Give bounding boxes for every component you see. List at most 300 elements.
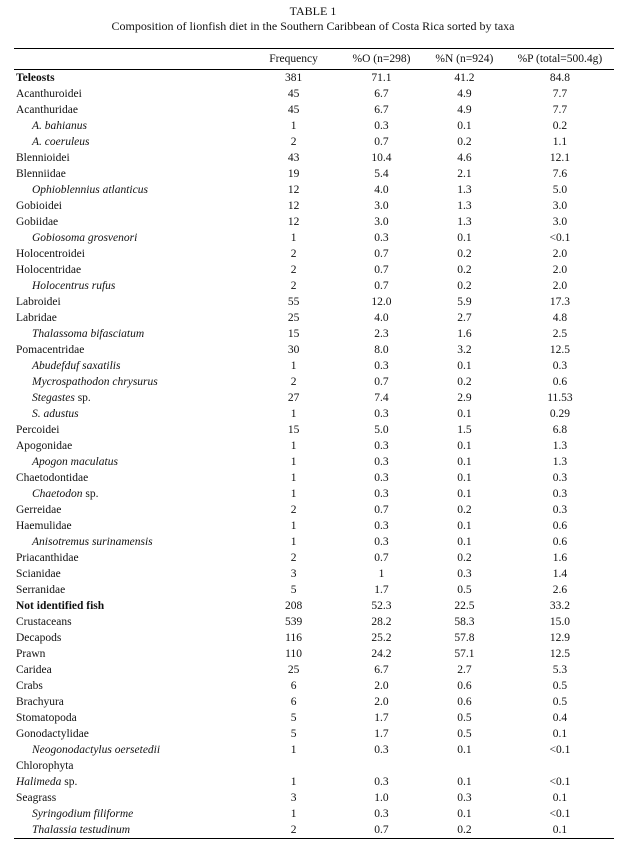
taxon-name — [14, 646, 247, 662]
table-body — [14, 70, 614, 839]
table-row — [14, 166, 614, 182]
percent-number-cell: 5.9 — [457, 296, 472, 308]
table-row — [14, 70, 614, 87]
percent-number-cell: 0.6 — [457, 680, 472, 692]
percent-occurrence-cell: 0.7 — [374, 504, 389, 516]
percent-occurrence-cell: 0.3 — [374, 488, 389, 500]
percent-weight-cell: 1.6 — [552, 552, 568, 564]
percent-weight-cell: 0.3 — [552, 360, 568, 372]
frequency-cell: 55 — [287, 296, 300, 308]
taxon-label: Abudefduf saxatilis — [32, 360, 121, 372]
percent-weight-cell: 0.3 — [552, 504, 568, 516]
percent-weight-cell: 5.0 — [552, 184, 568, 196]
taxon-name — [14, 534, 247, 550]
table-row — [14, 534, 614, 550]
taxon-label: Crabs — [16, 680, 43, 692]
table-row — [14, 678, 614, 694]
table-row — [14, 486, 614, 502]
table-row — [14, 262, 614, 278]
taxon-label: Serranidae — [16, 584, 66, 596]
percent-occurrence-cell: 1.7 — [374, 584, 389, 596]
taxon-name — [14, 150, 247, 166]
percent-occurrence-cell: 6.7 — [374, 104, 389, 116]
table-row — [14, 422, 614, 438]
table-row — [14, 294, 614, 310]
percent-weight-cell: 0.1 — [552, 792, 568, 804]
percent-number-cell: 2.1 — [457, 168, 472, 180]
taxon-name — [14, 566, 247, 582]
percent-number-cell: 0.1 — [457, 744, 472, 756]
percent-number-cell: 1.5 — [457, 424, 472, 436]
taxon-label: Thalassia testudinum — [32, 824, 131, 836]
percent-occurrence-cell: 0.3 — [374, 120, 389, 132]
percent-weight-cell: 0.6 — [552, 520, 568, 532]
taxon-label: Halimeda — [16, 776, 62, 788]
taxon-label: Brachyura — [16, 696, 64, 708]
taxon-name — [14, 742, 247, 758]
percent-weight-cell: 15.0 — [549, 616, 570, 628]
table-row — [14, 726, 614, 742]
percent-occurrence-cell: 0.7 — [374, 552, 389, 564]
percent-weight-cell: 2.0 — [552, 280, 568, 292]
percent-occurrence-cell: 71.1 — [371, 72, 392, 84]
table-row — [14, 342, 614, 358]
percent-number-cell: 3.2 — [457, 344, 472, 356]
taxon-name — [14, 166, 247, 182]
frequency-cell: 5 — [290, 728, 297, 740]
taxon-label: Priacanthidae — [16, 552, 79, 564]
table-row — [14, 214, 614, 230]
frequency-cell: 2 — [290, 136, 297, 148]
taxon-name — [14, 694, 247, 710]
table-row — [14, 758, 614, 774]
percent-weight-cell: 0.1 — [552, 728, 568, 740]
table-row — [14, 646, 614, 662]
table-row — [14, 582, 614, 598]
table-row — [14, 230, 614, 246]
taxon-name — [14, 262, 247, 278]
percent-weight-cell: 12.9 — [549, 632, 570, 644]
percent-weight-cell: <0.1 — [549, 232, 571, 244]
percent-number-cell: 4.9 — [457, 104, 472, 116]
percent-occurrence-cell: 28.2 — [371, 616, 392, 628]
taxon-suffix: sp. — [61, 776, 78, 788]
taxon-suffix: sp. — [74, 392, 91, 404]
header-percent-number: %N (n=924) — [423, 49, 506, 70]
taxon-name — [14, 406, 247, 422]
frequency-cell: 12 — [287, 200, 300, 212]
table-row — [14, 406, 614, 422]
taxon-label: Stegastes — [32, 392, 75, 404]
taxon-name — [14, 678, 247, 694]
table-row — [14, 326, 614, 342]
taxon-label: Anisotremus surinamensis — [32, 536, 153, 548]
percent-occurrence-cell: 1.0 — [374, 792, 389, 804]
percent-weight-cell: 12.5 — [549, 344, 570, 356]
percent-weight-cell: <0.1 — [549, 744, 571, 756]
percent-number-cell: 57.1 — [454, 648, 475, 660]
frequency-cell: 12 — [287, 184, 300, 196]
taxon-label: Seagrass — [16, 792, 57, 804]
table-header-row — [14, 49, 614, 70]
percent-occurrence-cell: 0.3 — [374, 744, 389, 756]
percent-occurrence-cell: 0.7 — [374, 280, 389, 292]
frequency-cell: 2 — [290, 376, 297, 388]
percent-weight-cell: 3.0 — [552, 200, 568, 212]
table-row — [14, 710, 614, 726]
frequency-cell: 1 — [290, 488, 297, 500]
taxon-name — [14, 582, 247, 598]
taxon-name — [14, 358, 247, 374]
percent-occurrence-cell: 0.3 — [374, 776, 389, 788]
percent-occurrence-cell: 6.7 — [374, 664, 389, 676]
taxon-label: Neogonodactylus oersetedii — [32, 744, 161, 756]
percent-occurrence-cell: 0.3 — [374, 520, 389, 532]
taxon-label: Pomacentridae — [16, 344, 85, 356]
table-row — [14, 806, 614, 822]
percent-weight-cell: 33.2 — [549, 600, 570, 612]
percent-weight-cell: <0.1 — [549, 776, 571, 788]
frequency-cell: 116 — [285, 632, 302, 644]
table-row — [14, 438, 614, 454]
percent-weight-cell: 2.0 — [552, 264, 568, 276]
frequency-cell: 3 — [290, 792, 297, 804]
frequency-cell: 1 — [290, 472, 297, 484]
taxon-name — [14, 102, 247, 118]
frequency-cell: 2 — [290, 552, 297, 564]
percent-occurrence-cell: 52.3 — [371, 600, 392, 612]
taxon-name — [14, 390, 247, 406]
percent-number-cell: 1.6 — [457, 328, 472, 340]
frequency-cell: 1 — [290, 456, 297, 468]
taxon-label: Apogonidae — [16, 440, 73, 452]
frequency-cell: 25 — [287, 312, 300, 324]
frequency-cell: 15 — [287, 424, 300, 436]
percent-occurrence-cell: 1.7 — [374, 712, 389, 724]
table-row — [14, 454, 614, 470]
percent-number-cell — [423, 758, 506, 774]
taxon-name — [14, 374, 247, 390]
percent-occurrence-cell: 2.0 — [374, 680, 389, 692]
taxon-label: Gerreidae — [16, 504, 62, 516]
percent-number-cell: 0.2 — [457, 504, 472, 516]
table-row — [14, 742, 614, 758]
percent-weight-cell: 7.6 — [552, 168, 568, 180]
table-row — [14, 198, 614, 214]
frequency-cell: 5 — [290, 712, 297, 724]
percent-weight-cell: 0.5 — [552, 696, 568, 708]
taxon-label: Caridea — [16, 664, 52, 676]
percent-weight-cell: 17.3 — [549, 296, 570, 308]
percent-number-cell: 1.3 — [457, 184, 472, 196]
percent-number-cell: 0.5 — [457, 712, 472, 724]
taxon-name — [14, 326, 247, 342]
table-row — [14, 118, 614, 134]
percent-occurrence-cell: 0.3 — [374, 408, 389, 420]
table-row — [14, 182, 614, 198]
taxon-label: Holocentrus rufus — [32, 280, 116, 292]
percent-number-cell: 0.2 — [423, 822, 506, 839]
table-row — [14, 374, 614, 390]
taxon-name — [14, 438, 247, 454]
percent-number-cell: 0.2 — [457, 248, 472, 260]
table-row — [14, 694, 614, 710]
percent-occurrence-cell: 1 — [378, 568, 385, 580]
frequency-cell: 1 — [290, 744, 297, 756]
frequency-cell: 1 — [290, 440, 297, 452]
frequency-cell: 12 — [287, 216, 300, 228]
percent-number-cell: 2.7 — [457, 664, 472, 676]
frequency-cell: 45 — [287, 88, 300, 100]
percent-weight-cell: 0.2 — [552, 120, 568, 132]
taxon-name — [14, 614, 247, 630]
frequency-cell: 27 — [287, 392, 300, 404]
frequency-cell: 2 — [247, 822, 340, 839]
taxon-label: Blennioidei — [16, 152, 70, 164]
percent-number-cell: 0.1 — [457, 488, 472, 500]
percent-occurrence-cell: 7.4 — [374, 392, 389, 404]
taxon-name — [14, 294, 247, 310]
percent-number-cell: 0.1 — [457, 120, 472, 132]
taxon-name — [14, 774, 247, 790]
taxon-name — [14, 118, 247, 134]
taxon-name — [14, 758, 247, 774]
percent-occurrence-cell: 25.2 — [371, 632, 392, 644]
percent-weight-cell: 7.7 — [552, 104, 568, 116]
percent-number-cell: 0.3 — [457, 568, 472, 580]
frequency-cell: 19 — [287, 168, 300, 180]
frequency-cell: 15 — [287, 328, 300, 340]
taxon-label: Acanthuroidei — [16, 88, 82, 100]
taxon-name — [14, 790, 247, 806]
percent-number-cell: 0.2 — [457, 264, 472, 276]
header-percent-weight: %P (total=500.4g) — [506, 49, 614, 70]
percent-occurrence-cell: 0.3 — [374, 360, 389, 372]
percent-occurrence-cell: 5.4 — [374, 168, 389, 180]
header-percent-occurrence: %O (n=298) — [340, 49, 423, 70]
frequency-cell: 539 — [284, 616, 303, 628]
percent-occurrence-cell: 12.0 — [371, 296, 392, 308]
taxon-name — [14, 342, 247, 358]
table-row — [14, 358, 614, 374]
percent-occurrence-cell: 3.0 — [374, 216, 389, 228]
percent-number-cell: 0.1 — [457, 440, 472, 452]
percent-weight-cell — [506, 758, 614, 774]
percent-occurrence-cell: 6.7 — [374, 88, 389, 100]
table-row — [14, 630, 614, 646]
percent-occurrence-cell: 0.3 — [374, 440, 389, 452]
percent-number-cell: 0.6 — [457, 696, 472, 708]
taxon-label: A. bahianus — [32, 120, 87, 132]
taxon-name — [14, 662, 247, 678]
frequency-cell: 3 — [290, 568, 297, 580]
percent-weight-cell: 12.5 — [549, 648, 570, 660]
taxon-name — [14, 422, 247, 438]
taxon-label: Teleosts — [16, 72, 55, 84]
percent-number-cell: 0.1 — [457, 232, 472, 244]
taxon-label: Prawn — [16, 648, 46, 660]
percent-occurrence-cell: 0.7 — [340, 822, 423, 839]
percent-number-cell: 0.1 — [457, 360, 472, 372]
percent-number-cell: 0.1 — [457, 536, 472, 548]
frequency-cell: 2 — [290, 504, 297, 516]
taxon-label: Gobioidei — [16, 200, 62, 212]
percent-occurrence-cell: 0.3 — [374, 232, 389, 244]
frequency-cell: 25 — [287, 664, 300, 676]
percent-number-cell: 4.9 — [457, 88, 472, 100]
percent-number-cell: 0.5 — [457, 584, 472, 596]
percent-occurrence-cell: 0.3 — [374, 536, 389, 548]
taxon-label: Gobiidae — [16, 216, 59, 228]
percent-occurrence-cell: 0.7 — [374, 376, 389, 388]
table-row — [14, 502, 614, 518]
percent-occurrence-cell: 24.2 — [371, 648, 392, 660]
taxon-label: S. adustus — [32, 408, 79, 420]
table-row — [14, 774, 614, 790]
percent-occurrence-cell: 3.0 — [374, 200, 389, 212]
percent-weight-cell: 11.53 — [547, 392, 573, 404]
frequency-cell: 5 — [290, 584, 297, 596]
taxon-label: Haemulidae — [16, 520, 72, 532]
header-frequency: Frequency — [247, 49, 340, 70]
table-row — [14, 614, 614, 630]
percent-weight-cell: 2.0 — [552, 248, 568, 260]
taxon-label: A. coeruleus — [32, 136, 90, 148]
header-taxon — [14, 49, 247, 70]
frequency-cell: 30 — [287, 344, 300, 356]
frequency-cell: 1 — [290, 408, 297, 420]
percent-number-cell: 0.1 — [457, 776, 472, 788]
percent-number-cell: 4.6 — [457, 152, 472, 164]
table-title: TABLE 1 — [289, 4, 337, 18]
taxon-label: Syringodium filiforme — [32, 808, 134, 820]
taxon-label: Apogon maculatus — [32, 456, 118, 468]
diet-composition-table — [14, 48, 614, 839]
table-row — [14, 102, 614, 118]
frequency-cell: 110 — [285, 648, 302, 660]
taxon-suffix: sp. — [82, 488, 99, 500]
percent-number-cell: 0.1 — [457, 408, 472, 420]
taxon-label: Not identified fish — [16, 600, 105, 612]
taxon-label: Labridae — [16, 312, 57, 324]
taxon-name — [14, 230, 247, 246]
frequency-cell — [247, 758, 340, 774]
percent-number-cell: 0.2 — [457, 376, 472, 388]
taxon-label: Holocentridae — [16, 264, 82, 276]
taxon-name — [14, 214, 247, 230]
taxon-name — [14, 182, 247, 198]
taxon-name — [14, 502, 247, 518]
percent-number-cell: 0.1 — [457, 808, 472, 820]
frequency-cell: 43 — [287, 152, 300, 164]
frequency-cell: 6 — [290, 680, 297, 692]
percent-weight-cell: 3.0 — [552, 216, 568, 228]
table-row — [14, 390, 614, 406]
table-row — [14, 86, 614, 102]
taxon-name — [14, 310, 247, 326]
percent-weight-cell: 7.7 — [552, 88, 568, 100]
percent-occurrence-cell: 0.3 — [374, 456, 389, 468]
taxon-name — [14, 470, 247, 486]
taxon-label: Decapods — [16, 632, 62, 644]
taxon-label: Percoidei — [16, 424, 60, 436]
taxon-label: Stomatopoda — [16, 712, 77, 724]
table-row — [14, 470, 614, 486]
table-row — [14, 310, 614, 326]
percent-number-cell: 1.3 — [457, 216, 472, 228]
table-row — [14, 278, 614, 294]
frequency-cell: 1 — [290, 776, 297, 788]
taxon-label: Labroidei — [16, 296, 61, 308]
taxon-label: Thalassoma bifasciatum — [32, 328, 145, 340]
frequency-cell: 1 — [290, 232, 297, 244]
percent-occurrence-cell: 0.7 — [374, 264, 389, 276]
taxon-label: Chaetodon — [32, 488, 83, 500]
taxon-label: Blenniidae — [16, 168, 66, 180]
percent-weight-cell: <0.1 — [549, 808, 571, 820]
taxon-name — [14, 550, 247, 566]
taxon-label: Acanthuridae — [16, 104, 78, 116]
percent-occurrence-cell: 4.0 — [374, 184, 389, 196]
frequency-cell: 1 — [290, 360, 297, 372]
percent-number-cell: 41.2 — [454, 72, 475, 84]
frequency-cell: 6 — [290, 696, 297, 708]
frequency-cell: 1 — [290, 520, 297, 532]
percent-weight-cell: 1.1 — [552, 136, 568, 148]
percent-occurrence-cell: 0.7 — [374, 248, 389, 260]
taxon-name — [14, 822, 247, 839]
table-row — [14, 150, 614, 166]
percent-occurrence-cell: 0.7 — [374, 136, 389, 148]
percent-weight-cell: 2.5 — [552, 328, 568, 340]
taxon-label: Scianidae — [16, 568, 61, 580]
taxon-name — [14, 710, 247, 726]
taxon-label: Ophioblennius atlanticus — [32, 184, 148, 196]
table-row — [14, 822, 614, 839]
percent-weight-cell: 1.3 — [552, 440, 568, 452]
percent-weight-cell: 5.3 — [552, 664, 568, 676]
percent-number-cell: 0.2 — [457, 136, 472, 148]
percent-weight-cell: 4.8 — [552, 312, 568, 324]
percent-occurrence-cell: 2.0 — [374, 696, 389, 708]
percent-weight-cell: 12.1 — [549, 152, 570, 164]
percent-occurrence-cell: 8.0 — [374, 344, 389, 356]
taxon-label: Holocentroidei — [16, 248, 85, 260]
table-row — [14, 566, 614, 582]
frequency-cell: 2 — [290, 248, 297, 260]
percent-number-cell: 0.1 — [457, 472, 472, 484]
percent-weight-cell: 2.6 — [552, 584, 568, 596]
percent-weight-cell: 84.8 — [549, 72, 570, 84]
frequency-cell: 1 — [290, 536, 297, 548]
percent-occurrence-cell: 0.3 — [374, 472, 389, 484]
taxon-name — [14, 518, 247, 534]
taxon-label: Gonodactylidae — [16, 728, 89, 740]
table-row — [14, 550, 614, 566]
taxon-name — [14, 726, 247, 742]
percent-weight-cell: 0.6 — [552, 536, 568, 548]
percent-occurrence-cell: 10.4 — [371, 152, 392, 164]
taxon-name — [14, 134, 247, 150]
frequency-cell: 208 — [284, 600, 303, 612]
percent-number-cell: 0.3 — [457, 792, 472, 804]
taxon-name — [14, 198, 247, 214]
taxon-label: Crustaceans — [16, 616, 72, 628]
percent-number-cell: 57.8 — [454, 632, 475, 644]
percent-number-cell: 0.5 — [457, 728, 472, 740]
taxon-name — [14, 278, 247, 294]
taxon-name — [14, 246, 247, 262]
